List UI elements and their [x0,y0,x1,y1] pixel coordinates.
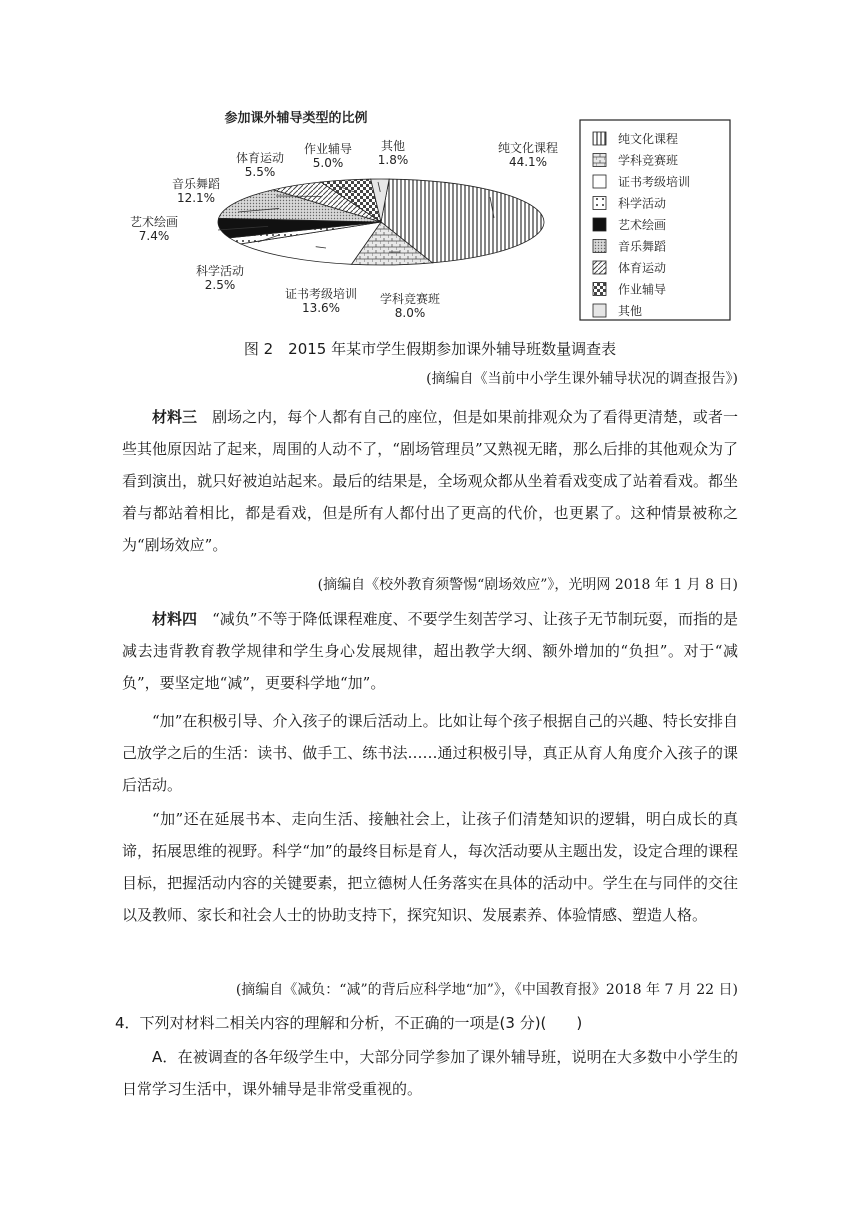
slice-label-4: 艺术绘画 [129,215,179,229]
source-note-1: (摘编自《当前中小学生课外辅导状况的调查报告》) [426,371,738,387]
chart-title: 参加课外辅导类型的比例 [224,111,368,126]
option-a: A．在被调查的各年级学生中，大部分同学参加了课外辅导班，说明在大多数中小学生的日常学习生活中，课外辅导是非常受重视的。 [122,1048,738,1098]
slice-value-4: 7.4% [138,229,170,243]
slice-label-1: 学科竞赛班 [379,292,441,306]
legend-label-2: 证书考级培训 [618,175,691,189]
legend-swatch-0 [593,132,606,145]
legend-label-3: 科学活动 [618,196,667,211]
material-four-lead: 材料四 [152,610,198,628]
slice-value-6: 5.5% [244,165,276,179]
slice-label-7: 作业辅导 [303,142,353,156]
material-three-lead: 材料三 [152,408,198,426]
slice-value-8: 1.8% [377,153,409,167]
source-note-3: (摘编自《减负：“减”的背后应科学地“加”》，《中国教育报》2018 年 7 月 22 日) [235,982,738,998]
material-four-p2: “加”在积极引导、介入孩子的课后活动上。比如让每个孩子根据自己的兴趣、特长安排自己放学之后的生活：读书、做手工、练书法……通过积极引导，真正从育人角度介入孩子的课后活动。 [122,712,738,794]
legend-label-4: 艺术绘画 [618,218,667,232]
material-four-p1 [122,603,738,699]
source-note-2: (摘编自《校外教育须警惕“剧场效应”》，光明网 2018 年 1 月 8 日) [317,577,738,593]
question-4: 4．下列对材料二相关内容的理解和分析，不正确的一项是(3 分)( ) [115,1014,583,1032]
pie-slices [218,179,544,265]
legend-label-6: 体育运动 [618,261,667,275]
slice-label-8: 其他 [380,139,406,153]
legend-swatch-5 [593,240,606,253]
material-three-text: 剧场之内，每个人都有自己的座位，但是如果前排观众为了看得更清楚，或者一些其他原因站了起来，周围的人动不了，“剧场管理员”又熟视无睹，那么后排的其他观众为了看到演出，就只好被迫站起来。最后的结果是，全场观众都从坐着看戏变成了站着看戏。都坐着与都站着相比，都是看戏，但是所有人都付出了更高的代价，也更累了。这种情景被称之为“剧场效应”。 [122,408,738,554]
slice-value-1: 8.0% [394,306,426,320]
slice-value-5: 12.1% [176,191,216,205]
legend-label-8: 其他 [618,304,643,318]
legend-label-1: 学科竞赛班 [618,153,679,168]
slice-value-3: 2.5% [204,278,236,292]
legend-label-5: 音乐舞蹈 [618,239,667,254]
legend-label-7: 作业辅导 [618,282,667,297]
slice-value-7: 5.0% [312,156,344,170]
material-four-p3: “加”还在延展书本、走向生活、接触社会上，让孩子们清楚知识的逻辑，明白成长的真谛，拓展思维的视野。科学“加”的最终目标是育人，每次活动要从主题出发，设定合理的课程目标，把握活动内容的关键要素，把立德树人任务落实在具体的活动中。学生在与同伴的交往以及教师、家长和社会人士的协助支持下，探究知识、发展素养、体验情感、塑造人格。 [122,810,738,924]
slice-value-2: 13.6% [301,301,341,315]
material-four-p1-text: “减负”不等于降低课程难度、不要学生刻苦学习、让孩子无节制玩耍，而指的是减去违背教育教学规律和学生身心发展规律，超出教学大纲、额外增加的“负担”。对于“减负”，要坚定地“减”，更要科学地“加”。 [122,610,738,692]
slice-label-6: 体育运动 [235,151,285,165]
legend-swatch-3 [593,197,606,210]
pie-chart [108,100,738,330]
slice-label-5: 音乐舞蹈 [171,177,221,191]
slice-label-3: 科学活动 [195,264,245,278]
legend-swatch-4 [593,218,606,231]
legend-swatch-2 [593,175,606,188]
slice-value-0: 44.1% [508,155,548,169]
material-three [122,401,738,561]
legend-swatch-6 [593,261,606,274]
legend-swatch-7 [593,283,606,296]
slice-label-2: 证书考级培训 [284,287,358,301]
legend-swatch-8 [593,304,606,317]
legend-swatch-1 [593,154,606,167]
legend-label-0: 纯文化课程 [618,132,679,146]
slice-label-0: 纯文化课程 [497,141,559,155]
figure-caption: 图 2 2015 年某市学生假期参加课外辅导班数量调查表 [243,340,617,358]
